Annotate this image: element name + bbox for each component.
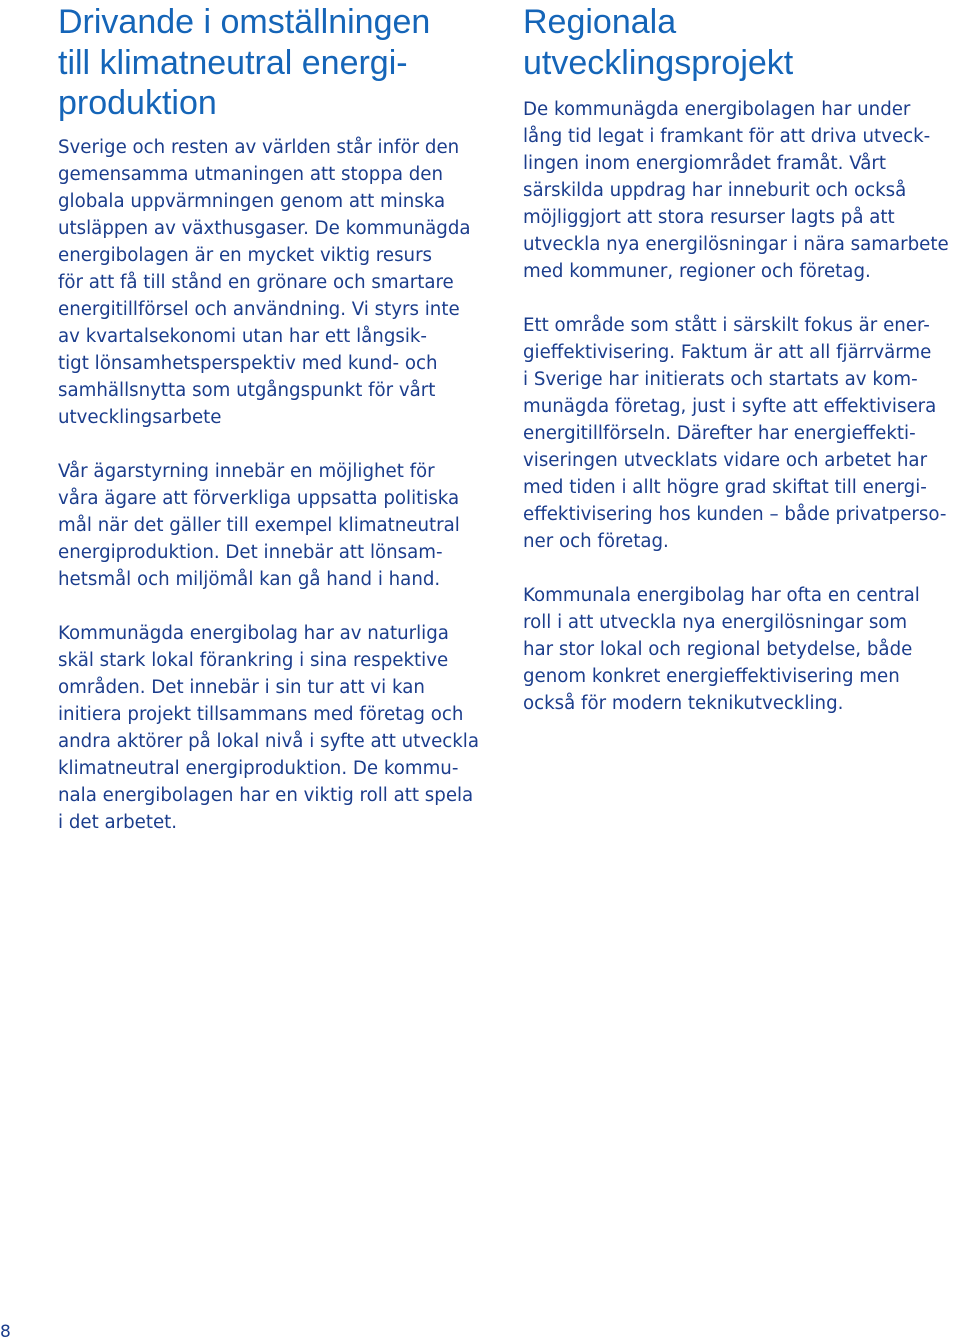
text-line: genom konkret energieffektivisering men: [523, 666, 900, 687]
text-line: energiproduktion. Det innebär att lönsam-: [58, 541, 443, 563]
text-line: med kommuner, regioner och företag.: [523, 261, 871, 282]
text-line: möjliggjort att stora resurser lagts på att: [523, 207, 895, 228]
text-line: utsläppen av växthusgaser. De kommunägda: [58, 217, 471, 239]
text-line: hetsmål och miljömål kan gå hand i hand.: [58, 568, 441, 590]
text-line: gemensamma utmaningen att stoppa den: [58, 163, 444, 185]
text-line: lång tid legat i framkant för att driva utveck-: [523, 126, 931, 147]
text-line: Sverige och resten av världen står inför den: [58, 136, 460, 158]
text-line: andra aktörer på lokal nivå i syfte att utveckla: [58, 730, 479, 752]
left-column: [58, 0, 488, 836]
text-line: i Sverige har initierats och startats av kom-: [523, 369, 918, 390]
paragraph-local-anchoring: [58, 620, 488, 836]
text-line: tigt lönsamhetsperspektiv med kund- och: [58, 352, 438, 374]
text-line: munägda företag, just i syfte att effektivisera: [523, 396, 937, 417]
paragraph-efficiency: [523, 312, 960, 555]
right-column: [523, 0, 960, 717]
text-line: utvecklingsarbete: [58, 406, 222, 428]
text-line: klimatneutral energiproduktion. De kommu-: [58, 757, 459, 779]
paragraph-intro: [58, 134, 488, 431]
text-line: skäl stark lokal förankring i sina respektive: [58, 649, 449, 671]
text-line: energitillförseln. Därefter har energieffekti-: [523, 423, 916, 444]
text-line: viseringen utvecklats vidare och arbetet har: [523, 450, 928, 471]
text-line: utveckla nya energilösningar i nära samarbete: [523, 234, 949, 255]
text-line: gieffektivisering. Faktum är att all fjärrvärme: [523, 342, 932, 363]
heading-line: Drivande i omställningen: [58, 3, 431, 41]
heading-line: utvecklingsprojekt: [523, 43, 794, 82]
page-number: 8: [0, 1322, 11, 1342]
text-line: Vår ägarstyrning innebär en möjlighet för: [58, 460, 435, 482]
text-line: energitillförsel och användning. Vi styrs inte: [58, 298, 460, 320]
text-line: har stor lokal och regional betydelse, både: [523, 639, 913, 660]
text-line: energibolagen är en mycket viktig resurs: [58, 244, 433, 266]
text-line: med tiden i allt högre grad skiftat till energi-: [523, 477, 927, 498]
text-line: också för modern teknikutveckling.: [523, 693, 844, 714]
text-line: Kommunägda energibolag har av naturliga: [58, 622, 449, 644]
text-line: ner och företag.: [523, 531, 669, 552]
paragraph-central-role: [523, 582, 960, 717]
text-line: av kvartalsekonomi utan har ett långsik-: [58, 325, 427, 347]
text-line: områden. Det innebär i sin tur att vi kan: [58, 676, 425, 698]
text-line: mål när det gäller till exempel klimatneutral: [58, 514, 460, 536]
text-line: samhällsnytta som utgångspunkt för vårt: [58, 379, 436, 401]
heading-line: till klimatneutral energi-: [58, 43, 408, 82]
heading-line: Regionala: [523, 3, 677, 41]
text-line: våra ägare att förverkliga uppsatta politiska: [58, 487, 460, 509]
text-line: De kommunägda energibolagen har under: [523, 99, 911, 120]
heading-line: produktion: [58, 84, 217, 122]
text-line: Ett område som stått i särskilt fokus är ener-: [523, 315, 930, 336]
paragraph-ownership: [58, 458, 488, 593]
section-heading-left: [58, 2, 488, 124]
text-line: i det arbetet.: [58, 811, 178, 833]
text-line: initiera projekt tillsammans med företag och: [58, 703, 464, 725]
text-line: Kommunala energibolag har ofta en central: [523, 585, 920, 606]
text-line: särskilda uppdrag har inneburit och också: [523, 180, 907, 201]
paragraph-development: [523, 96, 960, 285]
text-line: nala energibolagen har en viktig roll att spela: [58, 784, 474, 806]
text-line: roll i att utveckla nya energilösningar som: [523, 612, 908, 633]
text-line: effektivisering hos kunden – både privatperso-: [523, 504, 947, 525]
text-line: för att få till stånd en grönare och smartare: [58, 271, 454, 293]
section-heading-right: [523, 2, 960, 83]
text-line: lingen inom energiområdet framåt. Vårt: [523, 153, 887, 174]
text-line: globala uppvärmningen genom att minska: [58, 190, 446, 212]
